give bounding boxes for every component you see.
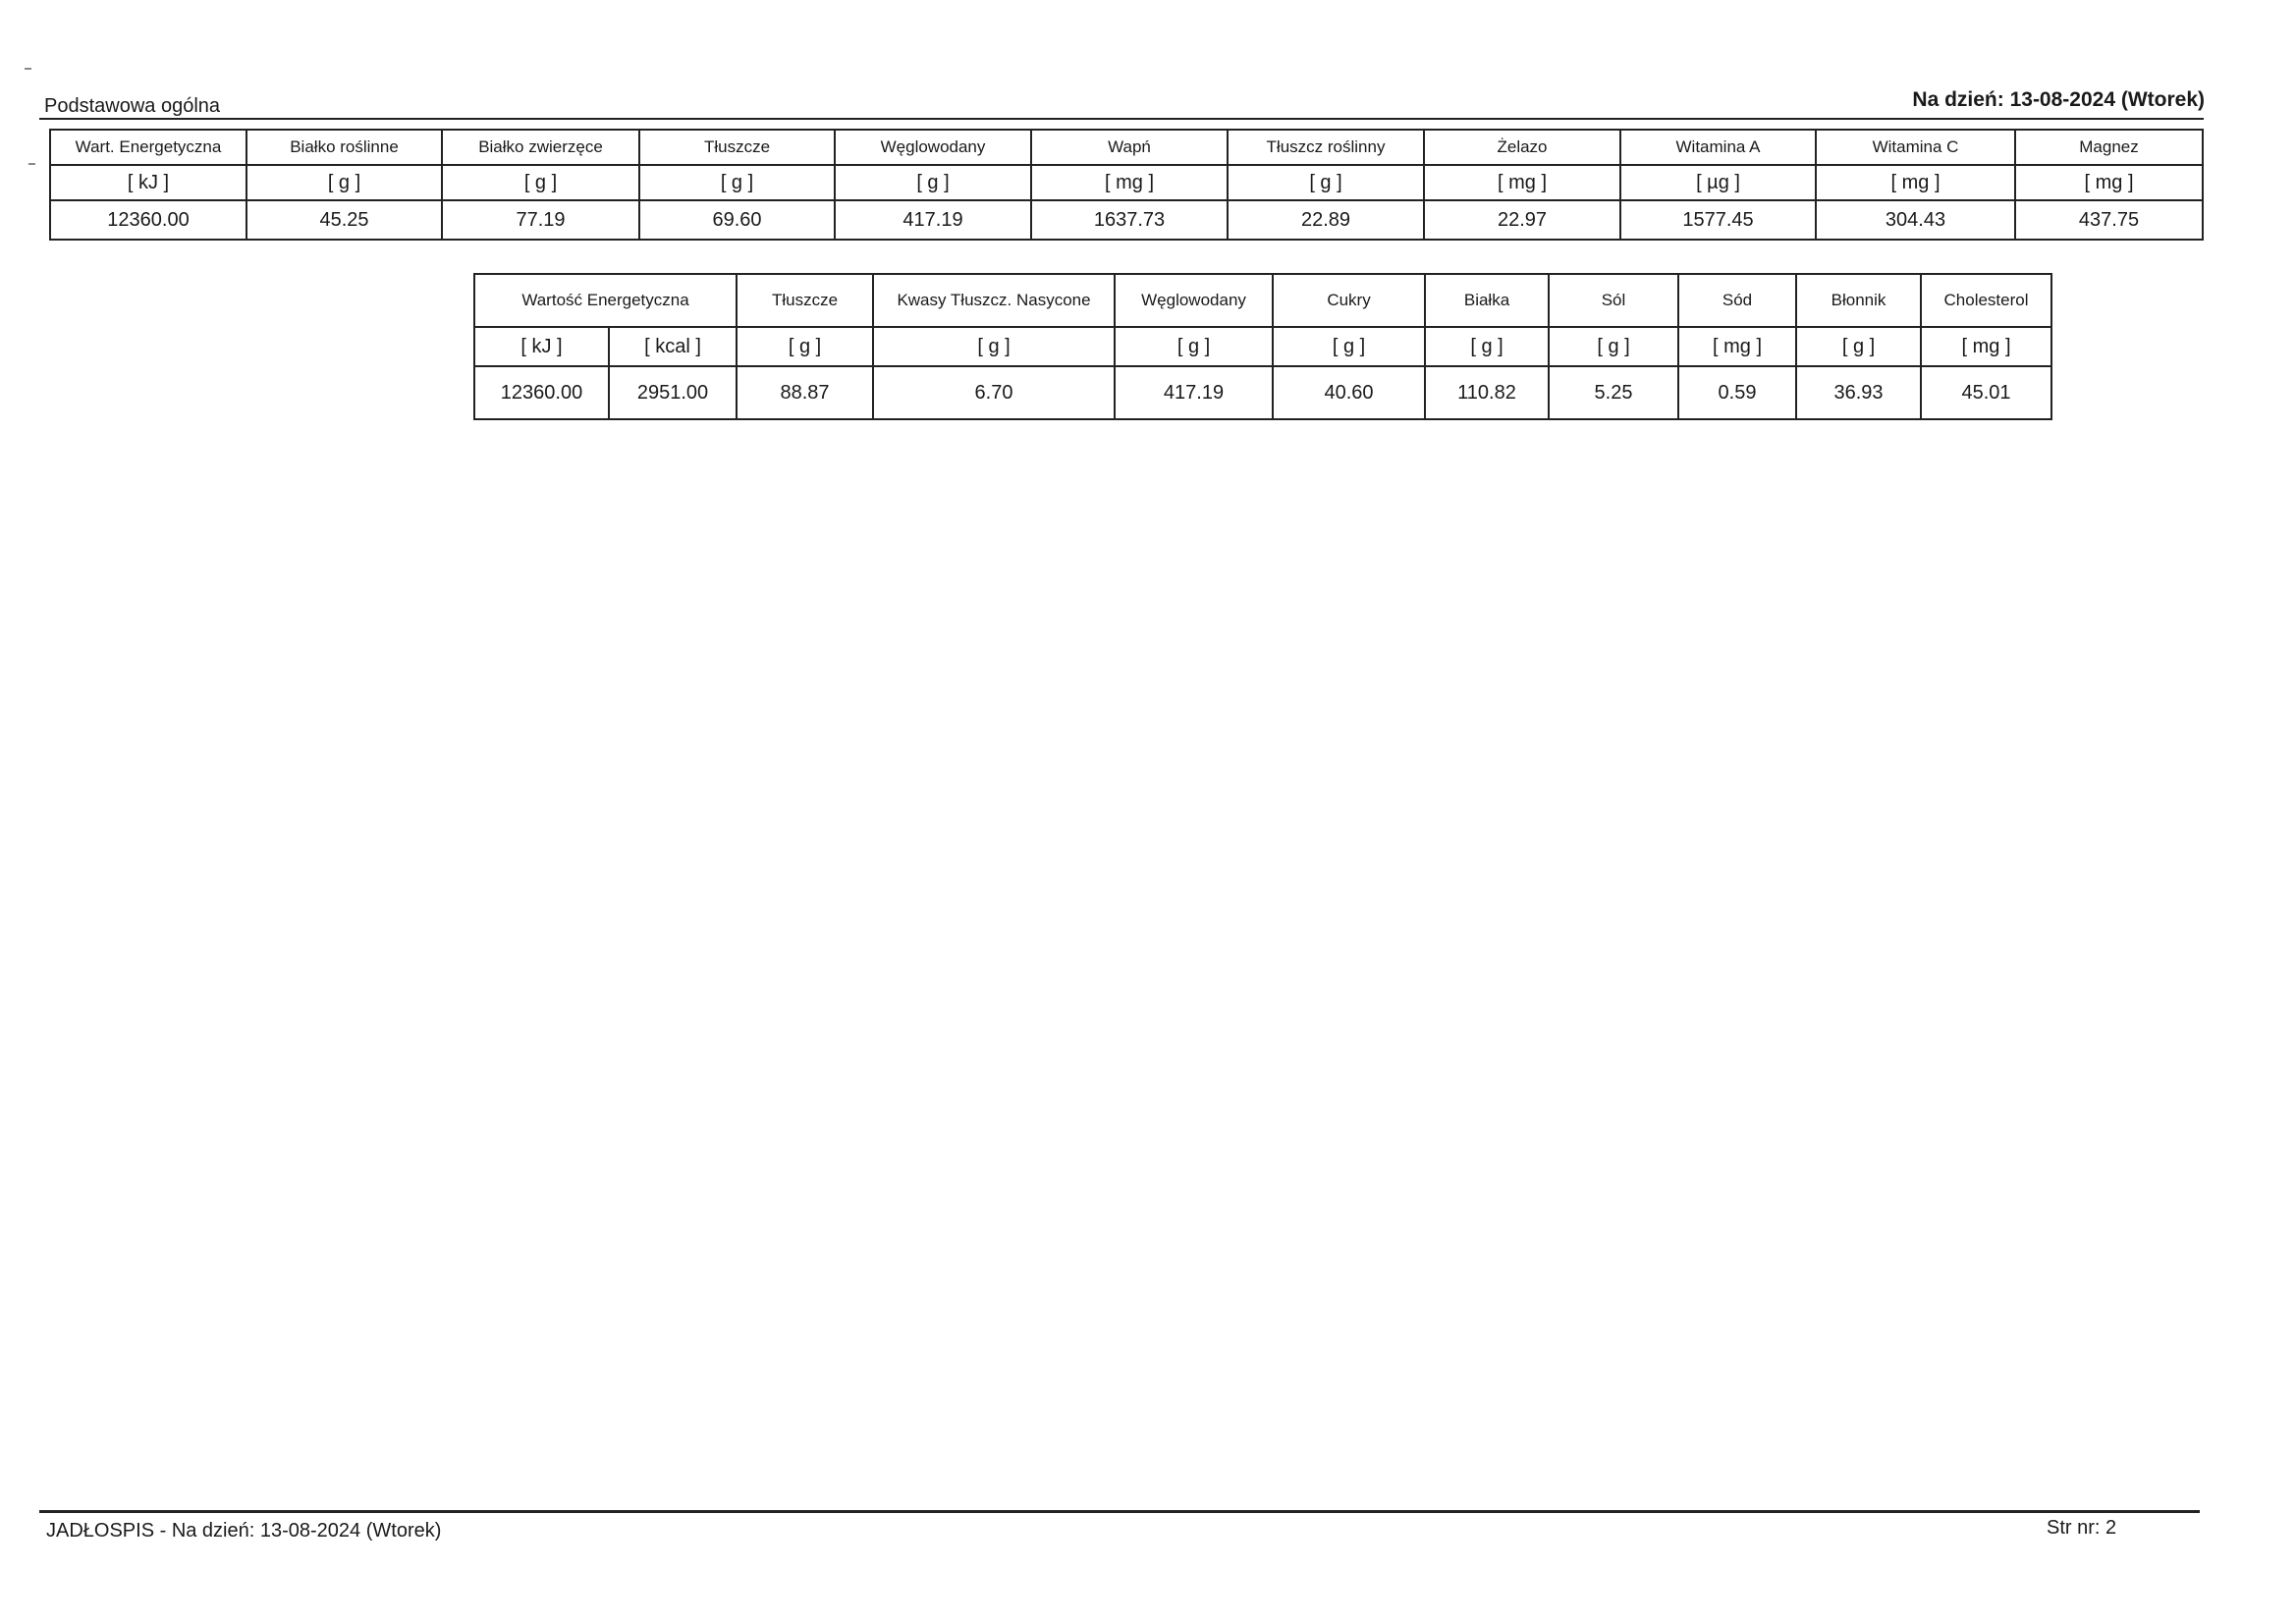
value-cell: 2951.00 [609, 366, 737, 419]
value-cell: 1637.73 [1031, 200, 1228, 240]
column-header: Sól [1549, 274, 1678, 327]
column-header: Wartość Energetyczna [474, 274, 737, 327]
column-header: Sód [1678, 274, 1796, 327]
value-cell: 0.59 [1678, 366, 1796, 419]
table-row [474, 366, 2051, 419]
column-header: Witamina C [1816, 130, 2015, 165]
footer-document-title: JADŁOSPIS - Na dzień: 13-08-2024 (Wtorek) [46, 1520, 442, 1542]
unit-cell: [ kJ ] [474, 327, 609, 366]
value-cell: 36.93 [1796, 366, 1921, 419]
column-header: Tłuszcze [737, 274, 873, 327]
value-cell: 304.43 [1816, 200, 2015, 240]
column-header: Witamina A [1620, 130, 1816, 165]
column-header: Cukry [1273, 274, 1425, 327]
column-header: Białko zwierzęce [442, 130, 639, 165]
table-row [50, 200, 2203, 240]
page-number: Str nr: 2 [2047, 1517, 2117, 1539]
unit-cell: [ mg ] [1031, 165, 1228, 200]
column-header: Cholesterol [1921, 274, 2051, 327]
unit-cell: [ g ] [1796, 327, 1921, 366]
unit-cell: [ kJ ] [50, 165, 246, 200]
value-cell: 22.89 [1228, 200, 1424, 240]
footer-divider [39, 1510, 2200, 1513]
unit-cell: [ mg ] [1816, 165, 2015, 200]
nutrient-table-basic [49, 129, 2204, 241]
header-divider [39, 118, 2204, 120]
scan-mark [28, 163, 35, 165]
value-cell: 12360.00 [474, 366, 609, 419]
table-units-row [50, 165, 2203, 200]
column-header: Błonnik [1796, 274, 1921, 327]
unit-cell: [ g ] [442, 165, 639, 200]
column-header: Tłuszcze [639, 130, 835, 165]
unit-cell: [ g ] [835, 165, 1031, 200]
value-cell: 5.25 [1549, 366, 1678, 419]
unit-cell: [ g ] [1228, 165, 1424, 200]
unit-cell: [ g ] [737, 327, 873, 366]
date-title: Na dzień: 13-08-2024 (Wtorek) [1912, 88, 2205, 111]
value-cell: 110.82 [1425, 366, 1549, 419]
value-cell: 22.97 [1424, 200, 1620, 240]
value-cell: 12360.00 [50, 200, 246, 240]
value-cell: 6.70 [873, 366, 1115, 419]
section-title: Podstawowa ogólna [44, 95, 221, 117]
column-header: Białko roślinne [246, 130, 442, 165]
scan-mark [25, 68, 31, 70]
value-cell: 1577.45 [1620, 200, 1816, 240]
table-header-row [50, 130, 2203, 165]
column-header: Magnez [2015, 130, 2203, 165]
unit-cell: [ µg ] [1620, 165, 1816, 200]
column-header: Wart. Energetyczna [50, 130, 246, 165]
unit-cell: [ mg ] [2015, 165, 2203, 200]
unit-cell: [ g ] [1115, 327, 1273, 366]
unit-cell: [ mg ] [1921, 327, 2051, 366]
value-cell: 45.25 [246, 200, 442, 240]
value-cell: 417.19 [835, 200, 1031, 240]
value-cell: 40.60 [1273, 366, 1425, 419]
value-cell: 437.75 [2015, 200, 2203, 240]
table-units-row [474, 327, 2051, 366]
column-header: Kwasy Tłuszcz. Nasycone [873, 274, 1115, 327]
unit-cell: [ g ] [873, 327, 1115, 366]
column-header: Węglowodany [1115, 274, 1273, 327]
column-header: Węglowodany [835, 130, 1031, 165]
unit-cell: [ g ] [639, 165, 835, 200]
value-cell: 88.87 [737, 366, 873, 419]
column-header: Tłuszcz roślinny [1228, 130, 1424, 165]
table-header-row [474, 274, 2051, 327]
column-header: Białka [1425, 274, 1549, 327]
column-header: Żelazo [1424, 130, 1620, 165]
value-cell: 417.19 [1115, 366, 1273, 419]
unit-cell: [ mg ] [1678, 327, 1796, 366]
nutrient-table-label [473, 273, 2052, 420]
unit-cell: [ g ] [1425, 327, 1549, 366]
unit-cell: [ mg ] [1424, 165, 1620, 200]
unit-cell: [ g ] [246, 165, 442, 200]
unit-cell: [ g ] [1273, 327, 1425, 366]
value-cell: 45.01 [1921, 366, 2051, 419]
unit-cell: [ kcal ] [609, 327, 737, 366]
value-cell: 77.19 [442, 200, 639, 240]
unit-cell: [ g ] [1549, 327, 1678, 366]
column-header: Wapń [1031, 130, 1228, 165]
value-cell: 69.60 [639, 200, 835, 240]
